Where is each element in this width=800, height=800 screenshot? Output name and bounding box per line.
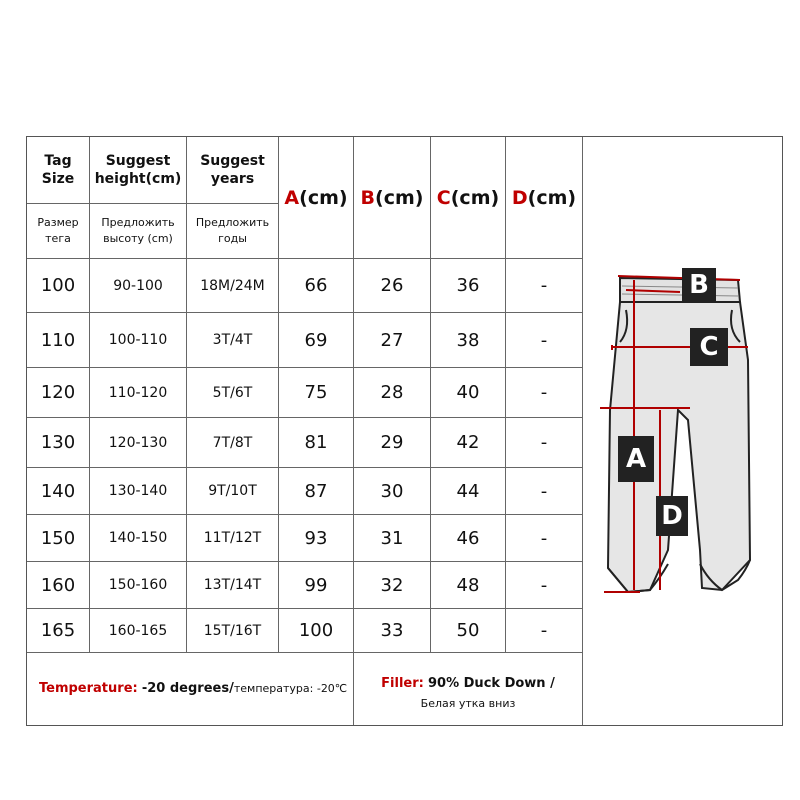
filler-label: Filler: [381,676,424,691]
diagram-label-b-text: B [689,270,709,300]
cell-tag-size: 150 [40,527,76,549]
cell-d: - [540,527,548,549]
header-years-ru [187,204,278,258]
footer-filler [354,652,582,725]
cell-c: 50 [456,620,480,641]
header-height-ru-text: Предложить высоту (cm) [101,216,175,245]
header-c-unit: (cm) [450,186,500,209]
cell-a: 75 [304,382,328,403]
header-tag-size-ru [27,204,89,258]
cell-height: 90-100 [113,277,163,294]
cell-tag-size: 130 [40,432,76,453]
cell-a: 69 [304,329,328,351]
cell-c: 36 [456,275,480,296]
header-years-text: Suggest years [200,153,265,187]
header-c-letter: C [436,186,451,209]
cell-height: 110-120 [108,384,168,401]
header-b [354,137,430,258]
cell-b: 27 [380,329,404,351]
temperature-ru: температура: -20℃ [233,682,348,695]
filler-value: 90% Duck Down / [428,676,555,691]
cell-d: - [540,275,548,296]
cell-height: 130-140 [108,483,168,499]
header-a-unit: (cm) [299,186,348,209]
cell-a: 81 [304,432,328,453]
cell-years: 18M/24M [200,277,265,294]
cell-d: - [540,480,548,502]
cell-height: 120-130 [108,434,168,451]
cell-d: - [540,432,548,453]
header-a [279,137,353,258]
cell-c: 42 [456,432,480,453]
header-height [90,137,186,203]
cell-height: 140-150 [108,530,168,546]
header-years-ru-text: Предложить годы [195,216,270,245]
cell-c: 40 [456,382,480,403]
diagram-label-c-text: C [699,332,719,362]
cell-c: 38 [456,329,480,351]
header-d [506,137,582,258]
cell-tag-size: 120 [40,382,76,403]
temperature-label: Temperature: [39,681,138,696]
table-divider [582,137,583,725]
cell-a: 99 [304,574,328,596]
filler-ru: Белая утка вниз [420,697,516,710]
diagram-label-d-text: D [661,501,683,531]
header-height-text: Suggest height(cm) [94,153,182,187]
cell-height: 160-165 [108,622,168,639]
cell-years: 3T/4T [212,332,253,348]
pants-illustration [590,250,765,610]
cell-d: - [540,574,548,596]
cell-tag-size: 165 [40,620,76,641]
cell-tag-size: 140 [40,480,76,502]
cell-b: 28 [380,382,404,403]
cell-a: 66 [304,275,328,296]
cell-b: 29 [380,432,404,453]
cell-d: - [540,382,548,403]
cell-c: 48 [456,574,480,596]
cell-b: 26 [380,275,404,296]
cell-d: - [540,620,548,641]
cell-years: 15T/16T [203,622,262,639]
cell-years: 13T/14T [203,577,262,593]
footer-temperature [27,652,353,725]
diagram-label-b [682,268,716,302]
header-c [431,137,505,258]
pants-measurement-diagram [590,250,765,610]
cell-a: 87 [304,480,328,502]
cell-tag-size: 160 [40,574,76,596]
diagram-label-d [656,496,688,536]
cell-years: 11T/12T [203,530,262,546]
cell-a: 100 [298,620,334,641]
cell-years: 7T/8T [212,434,253,451]
diagram-label-c [690,328,728,366]
cell-d: - [540,329,548,351]
cell-height: 150-160 [108,577,168,593]
cell-tag-size: 110 [40,329,76,351]
header-d-letter: D [511,186,528,209]
diagram-label-a [618,436,654,482]
header-tag-size-ru-text: Размер тега [37,216,79,245]
cell-b: 30 [380,480,404,502]
cell-b: 31 [380,527,404,549]
cell-years: 5T/6T [212,384,253,401]
cell-years: 9T/10T [208,483,257,499]
header-b-unit: (cm) [375,186,424,209]
cell-c: 46 [456,527,480,549]
header-years [187,137,278,203]
header-tag-size-text: Tag Size [41,153,75,187]
header-b-letter: B [360,186,376,209]
header-tag-size [27,137,89,203]
cell-b: 33 [380,620,404,641]
cell-tag-size: 100 [40,275,76,296]
header-a-letter: A [284,186,300,209]
header-d-unit: (cm) [527,186,577,209]
diagram-label-a-text: A [625,444,647,474]
cell-a: 93 [304,527,328,549]
cell-b: 32 [380,574,404,596]
header-height-ru [90,204,186,258]
temperature-value: -20 degrees/ [141,681,234,696]
cell-c: 44 [456,480,480,502]
cell-height: 100-110 [108,332,168,348]
